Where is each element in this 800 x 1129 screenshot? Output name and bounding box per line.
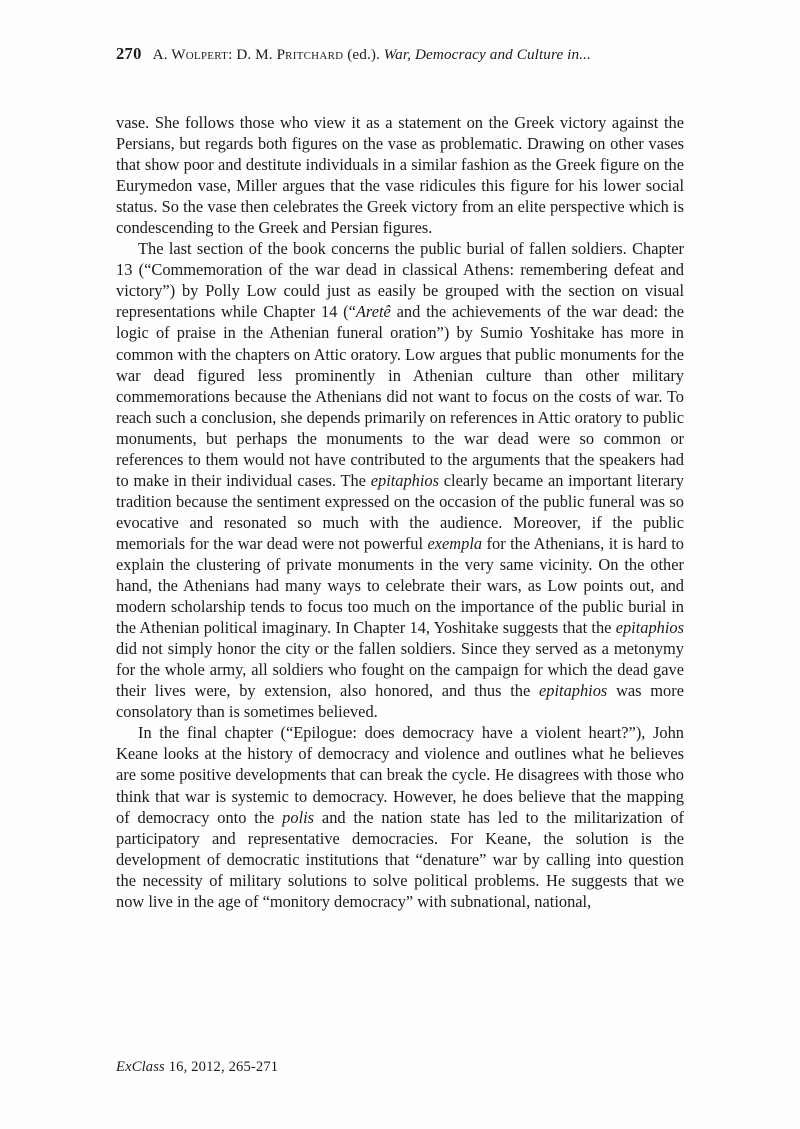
page-footer (116, 1058, 278, 1076)
page-number: 270 (116, 44, 142, 63)
text-run: did not simply honor the city or the fallen soldiers. Since they served as a metonymy for the whole army, all soldiers who fought on the campaign for which the dead gave their lives were, by extension, also honored, and thus the (116, 639, 684, 701)
journal-name: ExClass (116, 1059, 165, 1075)
para-last-section (116, 238, 684, 722)
para-final-chapter (116, 722, 684, 911)
italic-term: epitaphios (539, 681, 608, 701)
running-head (116, 44, 684, 65)
editor-note: (ed.). (343, 46, 384, 63)
journal-citation: 16, 2012, 265-271 (164, 1059, 279, 1075)
reviewer-name-initial: A. W (152, 46, 186, 63)
italic-term: epitaphios (370, 470, 440, 490)
text-run: vase. She follows those who view it as a statement on the Greek victory against the Persians, but regards both figures on the vase as problematic. Drawing on other vases that show poor and destitute individuals in a similar fashion as the Greek figure on the Eurymedon vase, Miller argues that the vase ridicules this figure for his lower social status. So the vase then celebrates the Greek victory from an elite perspective which is condescending to the Greek and Persian figures. (116, 113, 684, 238)
italic-term: Aretê (355, 302, 391, 322)
book-title: War, Democracy and Culture in... (383, 46, 591, 63)
body-text-block (116, 112, 684, 912)
text-run: The last section of the book concerns the public burial of fallen soldiers. Chapter 13 (“Commemoration of the war dead in classical Athens: remembering defeat and victory”) by Polly Low could just as easily be grouped with the section on visual representations while Chapter 14 (“ (116, 239, 684, 322)
book-author-initial: D. M. P (236, 46, 286, 63)
text-run: In the final chapter (“Epilogue: does democracy have a violent heart?”), John Keane looks at the history of democracy and violence and outlines what he believes are some positive developments that can break the cycle. He disagrees with those who think that war is systemic to democracy. However, he does believe that the mapping of democracy onto the (116, 723, 684, 827)
text-run: and the nation state has led to the militarization of participatory and representative democracies. For Keane, the solution is the development of democratic institutions that “denature” war by calling into question the necessity of military solutions to solve political problems. He suggests that we now live in the age of “monitory democracy” with subnational, national, (116, 807, 684, 911)
running-head-separator: : (228, 46, 237, 63)
italic-term: epitaphios (615, 618, 684, 638)
text-run: and the achievements of the war dead: the logic of praise in the Athenian funeral oration”) by Sumio Yoshitake has more in common with the chapters on Attic oratory. Low argues that public monuments for the war dead figured less prominently in Athenian culture than other military commemorations because the Athenians did not want to focus on the costs of war. To reach such a conclusion, she depends primarily on references in Attic oratory to public monuments, but perhaps the monuments to the war dead were so common or references to them would not have contributed to the arguments that the speakers had to make in their individual cases. The (116, 302, 685, 490)
text-run: clearly became an important literary tradition because the sentiment expressed on the occasion of the public funeral was so evocative and resonated so much with the audience. Moreover, if the public memorials for the war dead were not powerful (116, 470, 684, 553)
italic-term: polis (282, 807, 315, 827)
text-run: was more consolatory than is sometimes believed. (116, 681, 684, 722)
reviewer-name-smallcaps: olpert (185, 46, 229, 63)
book-author-smallcaps: ritchard (285, 46, 344, 63)
text-run: for the Athenians, it is hard to explain the clustering of private monuments in the very same vicinity. On the other hand, the Athenians had many ways to celebrate their wars, as Low points out, and modern scholarship tends to focus too much on the importance of the public burial in the Athenian political imaginary. In Chapter 14, Yoshitake suggests that the (116, 533, 684, 638)
para-vase (116, 112, 684, 238)
italic-term: exempla (427, 533, 483, 553)
